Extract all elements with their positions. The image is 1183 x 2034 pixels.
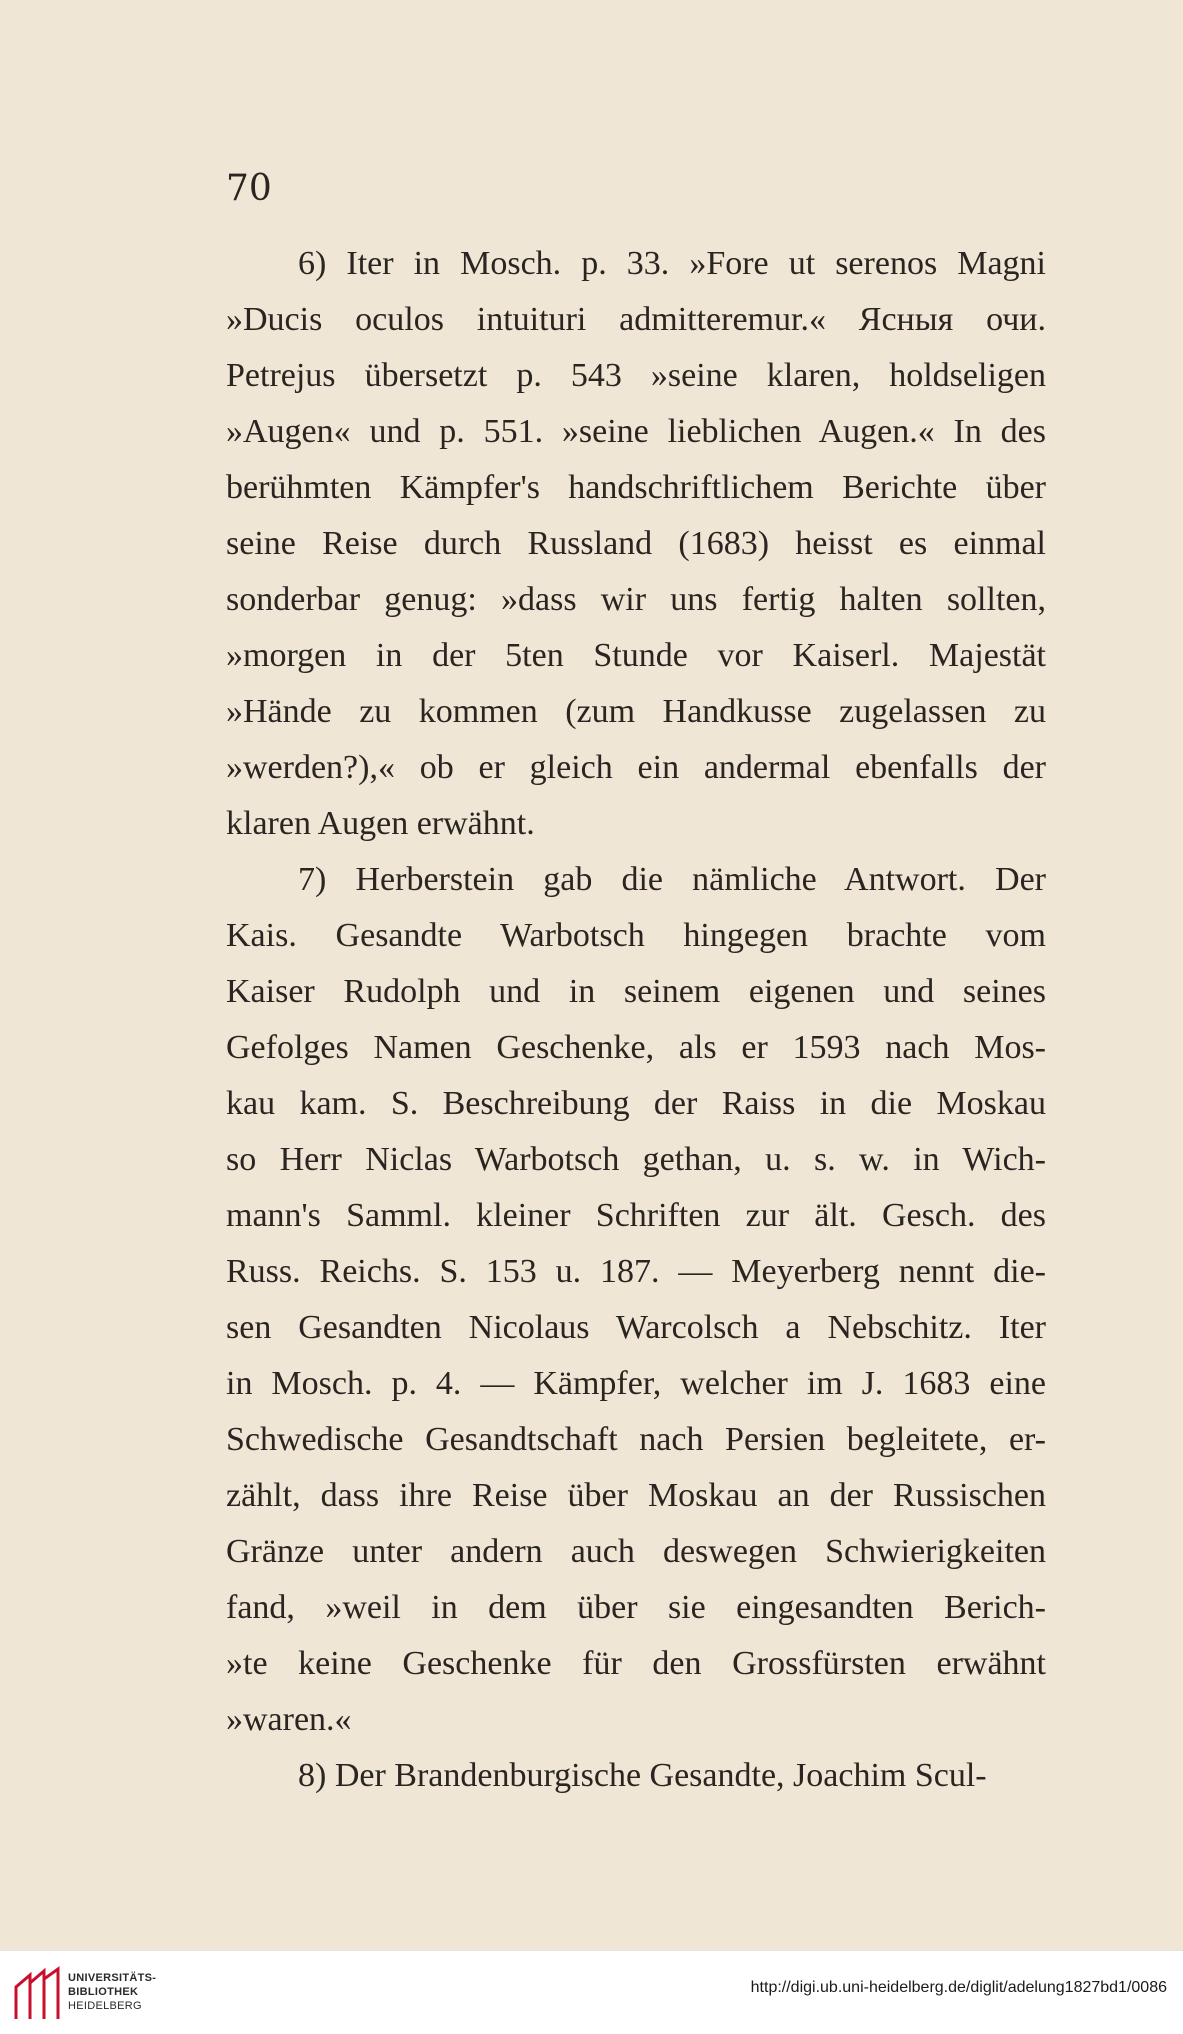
library-name-line-3: HEIDELBERG: [68, 2000, 142, 2012]
text-line: Gränze unter andern auch deswegen Schwierigkeiten: [226, 1533, 1046, 1570]
text-line: Kaiser Rudolph und in seinem eigenen und seines: [226, 973, 1046, 1010]
text-line: Russ. Reichs. S. 153 u. 187. — Meyerberg nennt die-: [226, 1253, 1046, 1290]
text-line: 8) Der Brandenburgische Gesandte, Joachim Scul-: [298, 1757, 987, 1794]
body-text: [226, 236, 1046, 1804]
text-line: »Hände zu kommen (zum Handkusse zugelassen zu: [226, 693, 1046, 730]
footer-bar: [0, 1950, 1183, 2034]
text-line: sonderbar genug: »dass wir uns fertig halten sollten,: [226, 581, 1046, 618]
text-line: Schwedische Gesandtschaft nach Persien begleitete, er-: [226, 1421, 1046, 1458]
text-line: »waren.«: [226, 1701, 352, 1738]
text-line: klaren Augen erwähnt.: [226, 805, 535, 842]
text-line: in Mosch. p. 4. — Kämpfer, welcher im J. 1683 eine: [226, 1365, 1046, 1402]
library-name-line-2: BIBLIOTHEK: [68, 1986, 139, 1998]
text-line: »te keine Geschenke für den Grossfürsten erwähnt: [226, 1645, 1046, 1682]
text-line: seine Reise durch Russland (1683) heisst es einmal: [226, 525, 1046, 562]
text-line: Petrejus übersetzt p. 543 »seine klaren, holdseligen: [226, 357, 1046, 394]
source-url[interactable]: http://digi.ub.uni-heidelberg.de/diglit/adelung1827bd1/0086: [750, 1979, 1167, 1996]
text-line: »Ducis oculos intuituri admitteremur.« Ясныя очи.: [226, 301, 1046, 338]
text-line: 6) Iter in Mosch. p. 33. »Fore ut serenos Magni: [298, 245, 1046, 282]
university-library-logo-icon: [12, 1965, 64, 2023]
text-line: zählt, dass ihre Reise über Moskau an der Russischen: [226, 1477, 1046, 1514]
library-name-line-1: UNIVERSITÄTS-: [68, 1972, 157, 1984]
text-line: sen Gesandten Nicolaus Warcolsch a Nebschitz. Iter: [226, 1309, 1046, 1346]
library-name: [68, 1971, 156, 2013]
text-line: mann's Samml. kleiner Schriften zur ält. Gesch. des: [226, 1197, 1046, 1234]
text-line: so Herr Niclas Warbotsch gethan, u. s. w. in Wich-: [226, 1141, 1046, 1178]
text-line: fand, »weil in dem über sie eingesandten Berich-: [226, 1589, 1046, 1626]
text-line: Kais. Gesandte Warbotsch hingegen brachte vom: [226, 917, 1046, 954]
text-line: berühmten Kämpfer's handschriftlichem Berichte über: [226, 469, 1046, 506]
text-line: kau kam. S. Beschreibung der Raiss in die Moskau: [226, 1085, 1046, 1122]
text-line: »morgen in der 5ten Stunde vor Kaiserl. Majestät: [226, 637, 1046, 674]
text-line: »werden?),« ob er gleich ein andermal ebenfalls der: [226, 749, 1046, 786]
text-line: 7) Herberstein gab die nämliche Antwort. Der: [298, 861, 1046, 898]
text-line: »Augen« und p. 551. »seine lieblichen Augen.« In des: [226, 413, 1046, 450]
page-number: 70: [226, 168, 272, 209]
text-line: Gefolges Namen Geschenke, als er 1593 nach Mos-: [226, 1029, 1046, 1066]
